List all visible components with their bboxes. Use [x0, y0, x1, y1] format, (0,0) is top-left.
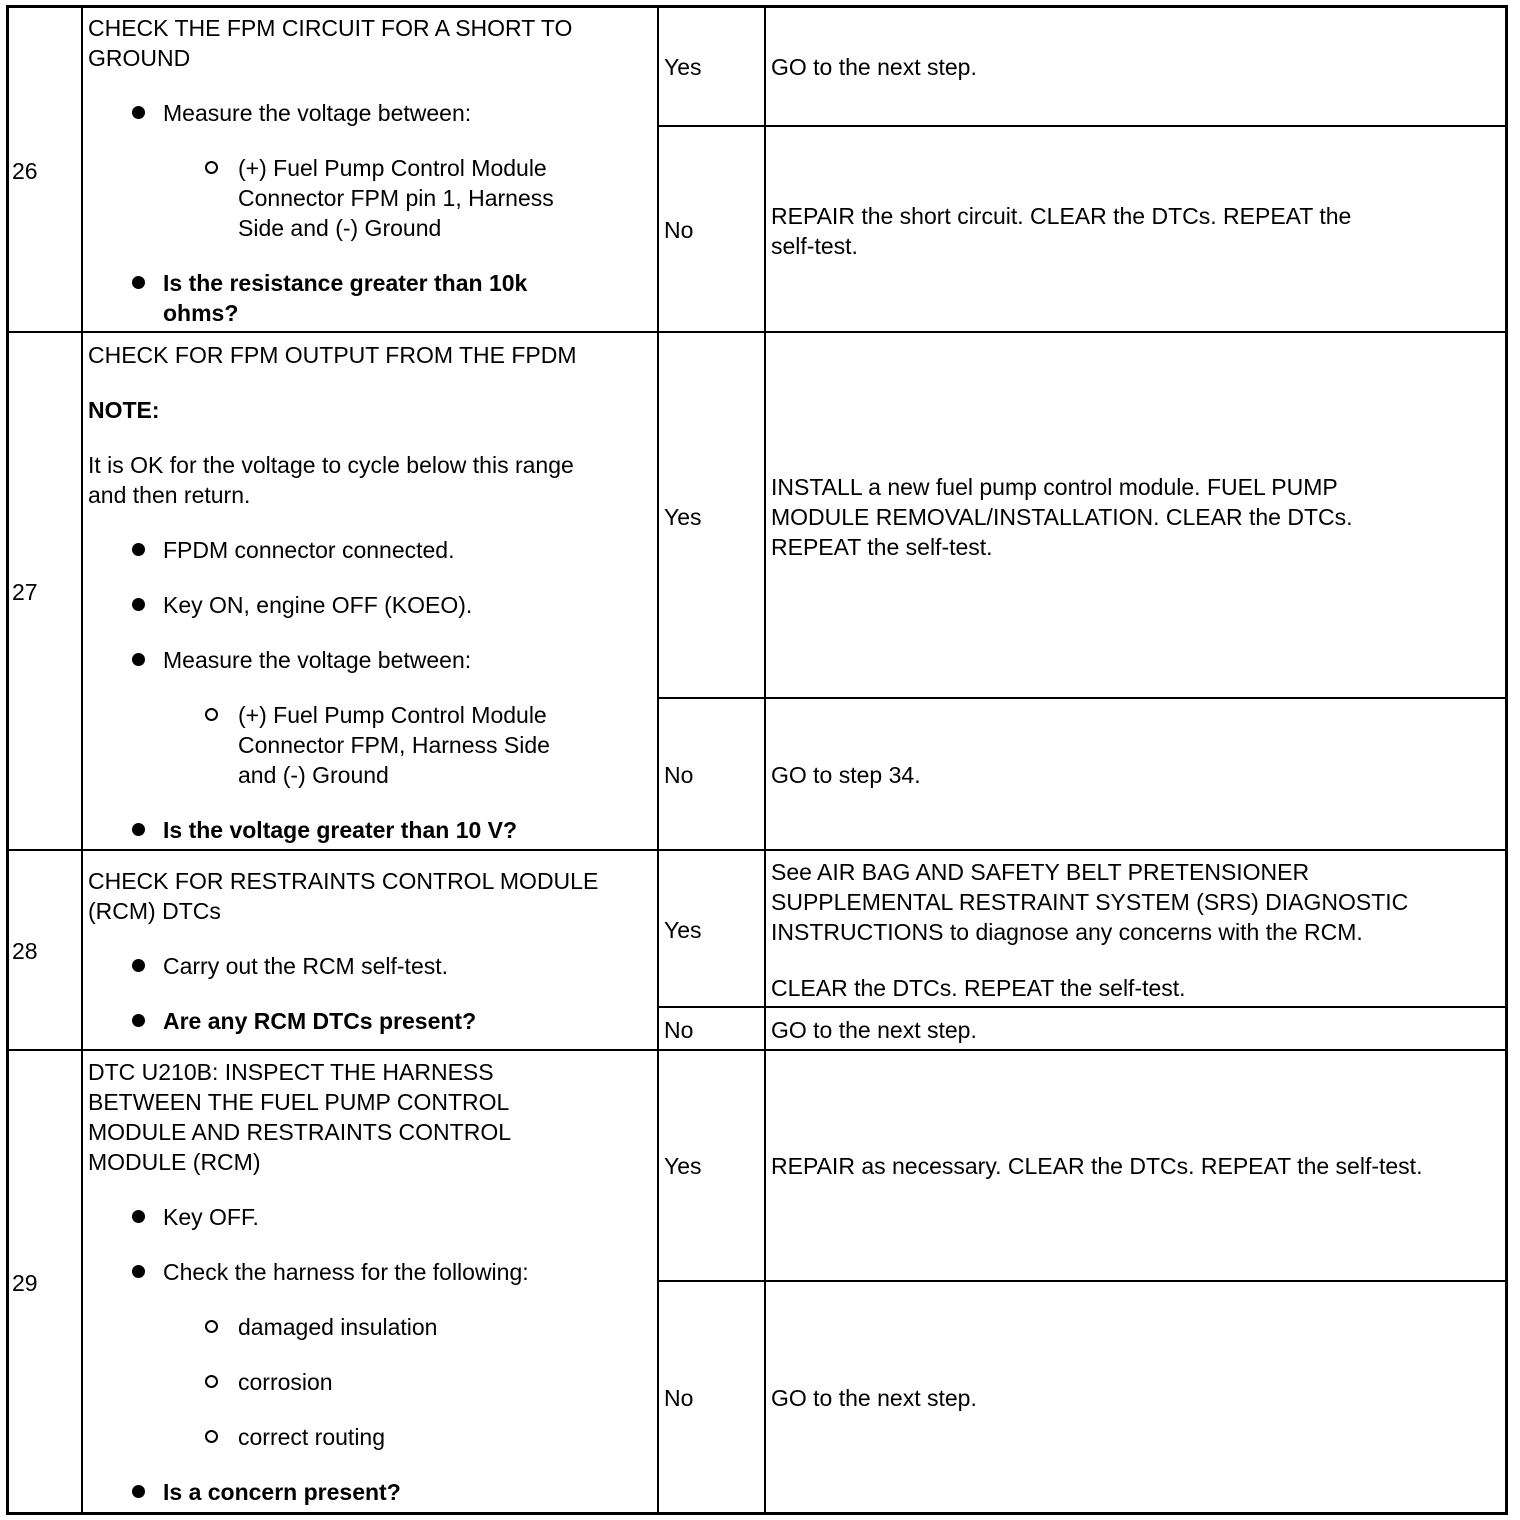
diagnostic-table [6, 5, 1508, 1515]
bullet-icon [132, 1485, 145, 1498]
no-label: No [664, 1385, 694, 1411]
step-number: 27 [12, 579, 38, 605]
instruction-bullet: Measure the voltage between: [163, 647, 472, 673]
no-label: No [664, 217, 694, 243]
step-title: DTC U210B: INSPECT THE HARNESS [88, 1059, 494, 1085]
yes-label: Yes [664, 1153, 702, 1179]
question: Are any RCM DTCs present? [163, 1008, 477, 1034]
sub-instruction: Side and (-) Ground [238, 215, 442, 241]
sub-instruction: Connector FPM, Harness Side [238, 732, 550, 758]
yes-label: Yes [664, 504, 702, 530]
sub-bullet-icon [205, 1375, 218, 1388]
instruction-bullet: Key ON, engine OFF (KOEO). [163, 592, 473, 618]
no-action: self-test. [771, 233, 858, 259]
bullet-icon [132, 1265, 145, 1278]
sub-bullet-icon [205, 1320, 218, 1333]
yes-action: SUPPLEMENTAL RESTRAINT SYSTEM (SRS) DIAGNOSTIC [771, 889, 1409, 915]
column-divider [764, 5, 766, 1515]
yes-action: GO to the next step. [771, 54, 977, 80]
yes-label: Yes [664, 54, 702, 80]
step-title: CHECK THE FPM CIRCUIT FOR A SHORT TO [88, 15, 573, 41]
step-title: BETWEEN THE FUEL PUMP CONTROL [88, 1089, 510, 1115]
sub-instruction: damaged insulation [238, 1314, 438, 1340]
sub-instruction: and (-) Ground [238, 762, 389, 788]
yes-label: Yes [664, 917, 702, 943]
sub-instruction: correct routing [238, 1424, 386, 1450]
yes-action: See AIR BAG AND SAFETY BELT PRETENSIONER [771, 859, 1310, 885]
no-action: GO to the next step. [771, 1017, 977, 1043]
yes-action: MODULE REMOVAL/INSTALLATION. CLEAR the DTCs. [771, 504, 1353, 530]
bullet-icon [132, 1210, 145, 1223]
column-divider [657, 5, 659, 1515]
instruction-bullet: Check the harness for the following: [163, 1259, 529, 1285]
bullet-icon [132, 276, 145, 289]
yes-action: INSTRUCTIONS to diagnose any concerns with the RCM. [771, 919, 1363, 945]
row-divider [6, 331, 1508, 333]
step-number: 28 [12, 938, 38, 964]
bullet-icon [132, 598, 145, 611]
sub-instruction: (+) Fuel Pump Control Module [238, 702, 547, 728]
sub-bullet-icon [205, 1430, 218, 1443]
step-number: 26 [12, 158, 38, 184]
column-divider [81, 5, 83, 1515]
yes-no-divider [657, 1006, 1508, 1008]
sub-bullet-icon [205, 708, 218, 721]
bullet-icon [132, 543, 145, 556]
note-text: and then return. [88, 482, 251, 508]
step-title: MODULE (RCM) [88, 1149, 261, 1175]
note-label: NOTE: [88, 397, 160, 423]
bullet-icon [132, 959, 145, 972]
yes-action: INSTALL a new fuel pump control module. FUEL PUMP [771, 474, 1338, 500]
step-title: CHECK FOR FPM OUTPUT FROM THE FPDM [88, 342, 577, 368]
instruction-bullet: FPDM connector connected. [163, 537, 455, 563]
sub-instruction: Connector FPM pin 1, Harness [238, 185, 554, 211]
step-title: CHECK FOR RESTRAINTS CONTROL MODULE [88, 868, 599, 894]
bullet-icon [132, 106, 145, 119]
yes-action: REPAIR as necessary. CLEAR the DTCs. REPEAT the self-test. [771, 1153, 1423, 1179]
no-action: GO to step 34. [771, 762, 921, 788]
no-action: GO to the next step. [771, 1385, 977, 1411]
yes-action: REPEAT the self-test. [771, 534, 993, 560]
question: Is a concern present? [163, 1479, 401, 1505]
question: Is the resistance greater than 10k [163, 270, 528, 296]
sub-instruction: corrosion [238, 1369, 333, 1395]
instruction-bullet: Key OFF. [163, 1204, 259, 1230]
row-divider [6, 1049, 1508, 1051]
yes-no-divider [657, 1280, 1508, 1282]
row-divider [6, 849, 1508, 851]
bullet-icon [132, 823, 145, 836]
no-label: No [664, 762, 694, 788]
sub-instruction: (+) Fuel Pump Control Module [238, 155, 547, 181]
note-text: It is OK for the voltage to cycle below this range [88, 452, 574, 478]
bullet-icon [132, 1014, 145, 1027]
no-label: No [664, 1017, 694, 1043]
step-number: 29 [12, 1270, 38, 1296]
bullet-icon [132, 653, 145, 666]
yes-no-divider [657, 125, 1508, 127]
sub-bullet-icon [205, 161, 218, 174]
yes-action: CLEAR the DTCs. REPEAT the self-test. [771, 975, 1186, 1001]
instruction-bullet: Measure the voltage between: [163, 100, 472, 126]
yes-no-divider [657, 697, 1508, 699]
instruction-bullet: Carry out the RCM self-test. [163, 953, 449, 979]
no-action: REPAIR the short circuit. CLEAR the DTCs. REPEAT the [771, 203, 1352, 229]
question: Is the voltage greater than 10 V? [163, 817, 518, 843]
question: ohms? [163, 300, 239, 326]
step-title: (RCM) DTCs [88, 898, 221, 924]
step-title: MODULE AND RESTRAINTS CONTROL [88, 1119, 511, 1145]
step-title: GROUND [88, 45, 191, 71]
